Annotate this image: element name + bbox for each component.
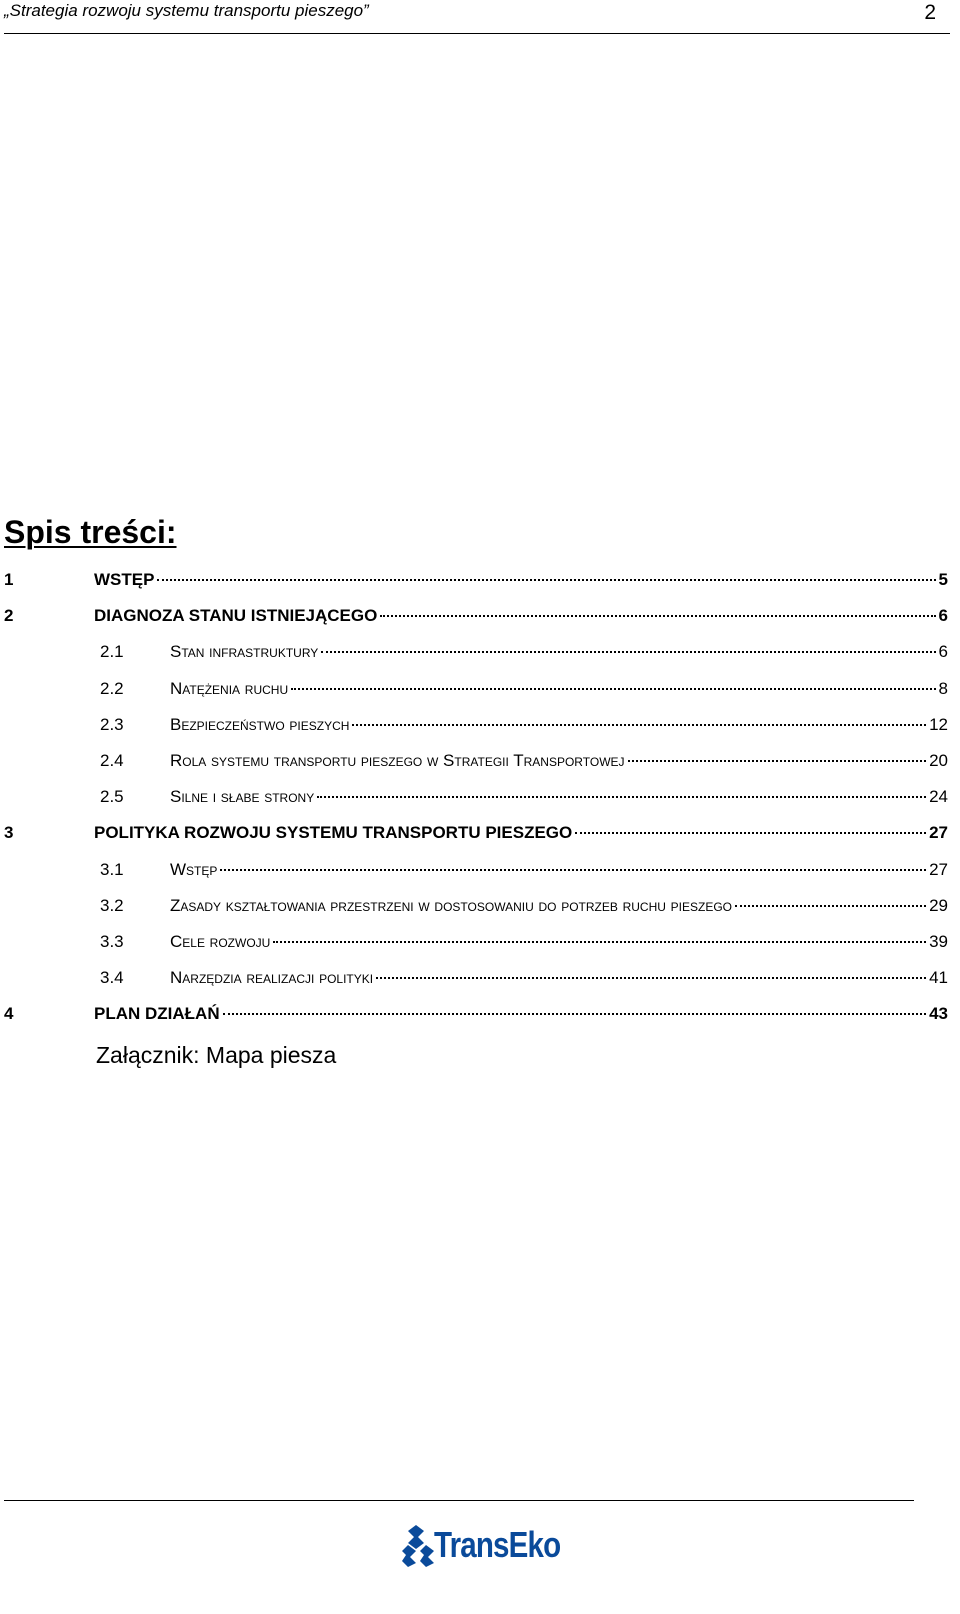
- toc-entry-label: Stan infrastruktury: [170, 642, 319, 662]
- toc-entry-label: Zasady kształtowania przestrzeni w dostosowaniu do potrzeb ruchu pieszego: [170, 895, 732, 915]
- toc-dot-leader: [352, 724, 926, 726]
- toc-entry-label: DIAGNOZA STANU ISTNIEJĄCEGO: [94, 606, 378, 626]
- transeko-logo-icon: [402, 1523, 436, 1567]
- toc-entry-label: Wstęp: [170, 859, 218, 879]
- attachment-note: Załącznik: Mapa piesza: [96, 1042, 337, 1068]
- toc-entry-page: 12: [929, 714, 948, 734]
- transeko-logo: [402, 1520, 592, 1570]
- toc-entry-number: 2.1: [100, 642, 124, 662]
- toc-entry-number: 3.3: [100, 931, 124, 951]
- toc-dot-leader: [223, 1013, 926, 1015]
- toc-entry-label: Cele rozwoju: [170, 931, 271, 951]
- toc-entry-page: 39: [929, 931, 948, 951]
- footer-divider: [4, 1500, 914, 1501]
- toc-entry-number: 2.4: [100, 750, 124, 770]
- toc-dot-leader: [273, 941, 926, 943]
- toc-entry-number: 3.1: [100, 859, 124, 879]
- toc-entry[interactable]: [4, 924, 948, 960]
- toc-entry[interactable]: [4, 707, 948, 743]
- toc-entry-number: 2: [4, 606, 14, 626]
- toc-entry-page: 20: [929, 750, 948, 770]
- toc-entry[interactable]: [4, 598, 948, 634]
- toc-dot-leader: [321, 651, 935, 653]
- toc-entry-page: 43: [929, 1004, 948, 1024]
- toc-entry-page: 41: [929, 968, 948, 988]
- toc-entry-page: 5: [938, 570, 948, 589]
- toc-entry-number: 3: [4, 823, 14, 843]
- toc-dot-leader: [157, 579, 935, 581]
- toc-entry-number: 1: [4, 570, 14, 589]
- toc-entry-label: Bezpieczeństwo pieszych: [170, 714, 350, 734]
- toc-entry-number: 3.4: [100, 968, 124, 988]
- toc-dot-leader: [380, 615, 935, 617]
- toc-entry-label: POLITYKA ROZWOJU SYSTEMU TRANSPORTU PIESZEGO: [94, 823, 573, 843]
- toc-dot-leader: [735, 905, 926, 907]
- toc-dot-leader: [220, 869, 926, 871]
- toc-entry-number: 2.3: [100, 714, 124, 734]
- toc-entry-page: 27: [929, 823, 948, 843]
- toc-entry[interactable]: [4, 815, 948, 851]
- toc-entry-number: 2.5: [100, 787, 124, 807]
- toc-entry-label: Rola systemu transportu pieszego w Strategii Transportowej: [170, 750, 625, 770]
- toc-entry[interactable]: [4, 888, 948, 924]
- toc-dot-leader: [376, 977, 926, 979]
- toc-entry-page: 27: [929, 859, 948, 879]
- toc-entry-page: 6: [938, 642, 948, 662]
- toc-entry-number: 2.2: [100, 678, 124, 698]
- toc-entry-label: Natężenia ruchu: [170, 678, 289, 698]
- toc-entry-page: 24: [929, 787, 948, 807]
- toc-entry-page: 8: [938, 678, 948, 698]
- toc-entry-label: Silne i słabe strony: [170, 787, 315, 807]
- toc-entry-label: PLAN DZIAŁAŃ: [94, 1004, 220, 1024]
- document-title: „Strategia rozwoju systemu transportu pieszego”: [4, 1, 369, 20]
- page-header: [4, 0, 950, 34]
- toc-entry[interactable]: [4, 634, 948, 670]
- table-of-contents: [4, 562, 948, 1032]
- toc-entry[interactable]: [4, 852, 948, 888]
- logo-wordmark: TransEko: [434, 1524, 561, 1565]
- toc-dot-leader: [575, 832, 926, 834]
- toc-dot-leader: [291, 688, 935, 690]
- toc-heading: Spis treści:: [4, 514, 177, 550]
- toc-dot-leader: [317, 796, 926, 798]
- toc-entry-number: 3.2: [100, 895, 124, 915]
- toc-entry[interactable]: [4, 779, 948, 815]
- toc-entry-label: Narzędzia realizacji polityki: [170, 968, 374, 988]
- toc-entry[interactable]: [4, 671, 948, 707]
- toc-entry[interactable]: [4, 960, 948, 996]
- page-number: 2: [924, 1, 936, 24]
- toc-entry[interactable]: [4, 743, 948, 779]
- toc-entry-page: 29: [929, 895, 948, 915]
- toc-entry-label: WSTĘP: [94, 570, 155, 589]
- toc-entry-page: 6: [938, 606, 948, 626]
- toc-dot-leader: [628, 760, 927, 762]
- toc-entry[interactable]: [4, 562, 948, 598]
- toc-entry[interactable]: [4, 996, 948, 1032]
- toc-entry-number: 4: [4, 1004, 14, 1024]
